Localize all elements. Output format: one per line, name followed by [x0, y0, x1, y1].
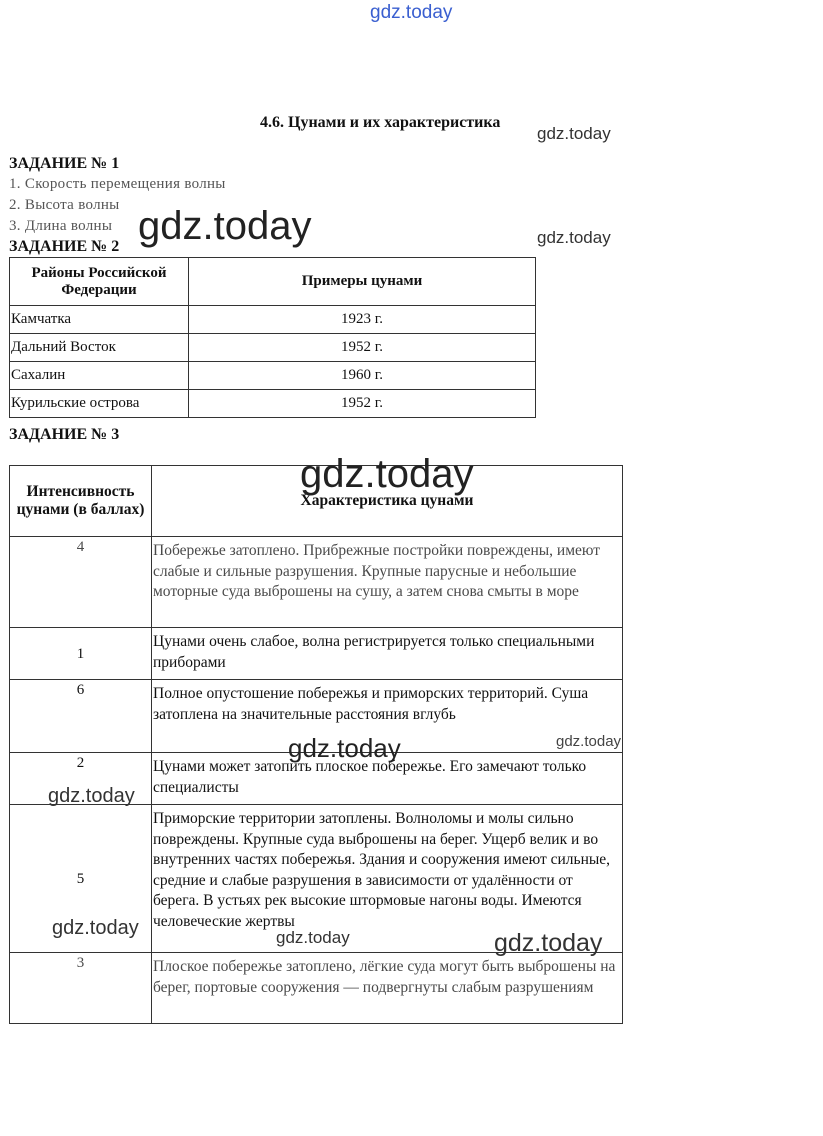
watermark: gdz.today [300, 452, 474, 496]
column-header-intensity: Интенсивность цунами (в баллах) [10, 466, 152, 537]
watermark: gdz.today [52, 917, 139, 939]
task1-item: 1. Скорость перемещения волны [9, 176, 226, 192]
year-cell: 1952 г. [189, 334, 536, 362]
description-cell: Цунами может затопить плоское побережье. Его замечают только специалисты [152, 753, 623, 805]
watermark: gdz.today [138, 204, 312, 248]
description-cell: Полное опустошение побережья и приморских территорий. Суша затоплена на значительные расстояния вглубь [152, 680, 623, 753]
column-header-examples: Примеры цунами [189, 258, 536, 306]
task3-label: ЗАДАНИЕ № 3 [9, 426, 120, 443]
column-header-characteristic: Характеристика цунами [152, 466, 623, 537]
task1-item: 2. Высота волны [9, 197, 120, 213]
task1-label: ЗАДАНИЕ № 1 [9, 155, 120, 172]
task1-item: 3. Длина волны [9, 218, 113, 234]
page-title: 4.6. Цунами и их характеристика [260, 114, 501, 131]
intensity-cell: 5 [10, 805, 152, 953]
year-cell: 1960 г. [189, 362, 536, 390]
table-row [10, 953, 623, 1024]
region-cell: Дальний Восток [10, 334, 189, 362]
tsunami-regions-table [9, 257, 536, 418]
table-row [10, 390, 536, 418]
table-row [10, 362, 536, 390]
region-cell: Камчатка [10, 306, 189, 334]
watermark: gdz.today [494, 929, 603, 957]
region-cell: Курильские острова [10, 390, 189, 418]
watermark: gdz.today [537, 124, 611, 143]
description-cell: Плоское побережье затоплено, лёгкие суда могут быть выброшены на берег, портовые сооружения — подвергнуты слабым разрушениям [152, 953, 623, 1024]
intensity-cell: 2 [10, 753, 152, 805]
table-row [10, 537, 623, 628]
table-row [10, 306, 536, 334]
description-cell: Побережье затоплено. Прибрежные постройки повреждены, имеют слабые и сильные разрушения. Крупные парусные и небольшие моторные суда выброшены на сушу, а затем снова смыты в море [152, 537, 623, 628]
year-cell: 1923 г. [189, 306, 536, 334]
intensity-cell: 4 [10, 537, 152, 628]
description-cell: Цунами очень слабое, волна регистрируется только специальными приборами [152, 628, 623, 680]
watermark: gdz.today [276, 928, 350, 947]
intensity-cell: 6 [10, 680, 152, 753]
watermark: gdz.today [556, 733, 622, 750]
watermark: gdz.today [288, 733, 401, 763]
watermark: gdz.today [537, 228, 611, 247]
description-cell: Приморские территории затоплены. Волноломы и молы сильно повреждены. Крупные суда выброшены на берег. Ущерб велик и во внутренних частях побережья. Здания и сооружения имеют сильные, средние и слабые разрушения в зависимости от удалённости от берега. В устьях рек высокие штормовые нагоны воды. Имеются человеческие жертвы [152, 805, 623, 953]
task2-label: ЗАДАНИЕ № 2 [9, 238, 120, 255]
watermark: gdz.today [48, 785, 135, 807]
column-header-regions: Районы Российской Федерации [10, 258, 189, 306]
watermark: gdz.today [370, 2, 453, 23]
table-row [10, 334, 536, 362]
intensity-cell: 3 [10, 953, 152, 1024]
region-cell: Сахалин [10, 362, 189, 390]
table-row [10, 628, 623, 680]
year-cell: 1952 г. [189, 390, 536, 418]
intensity-cell: 1 [10, 628, 152, 680]
